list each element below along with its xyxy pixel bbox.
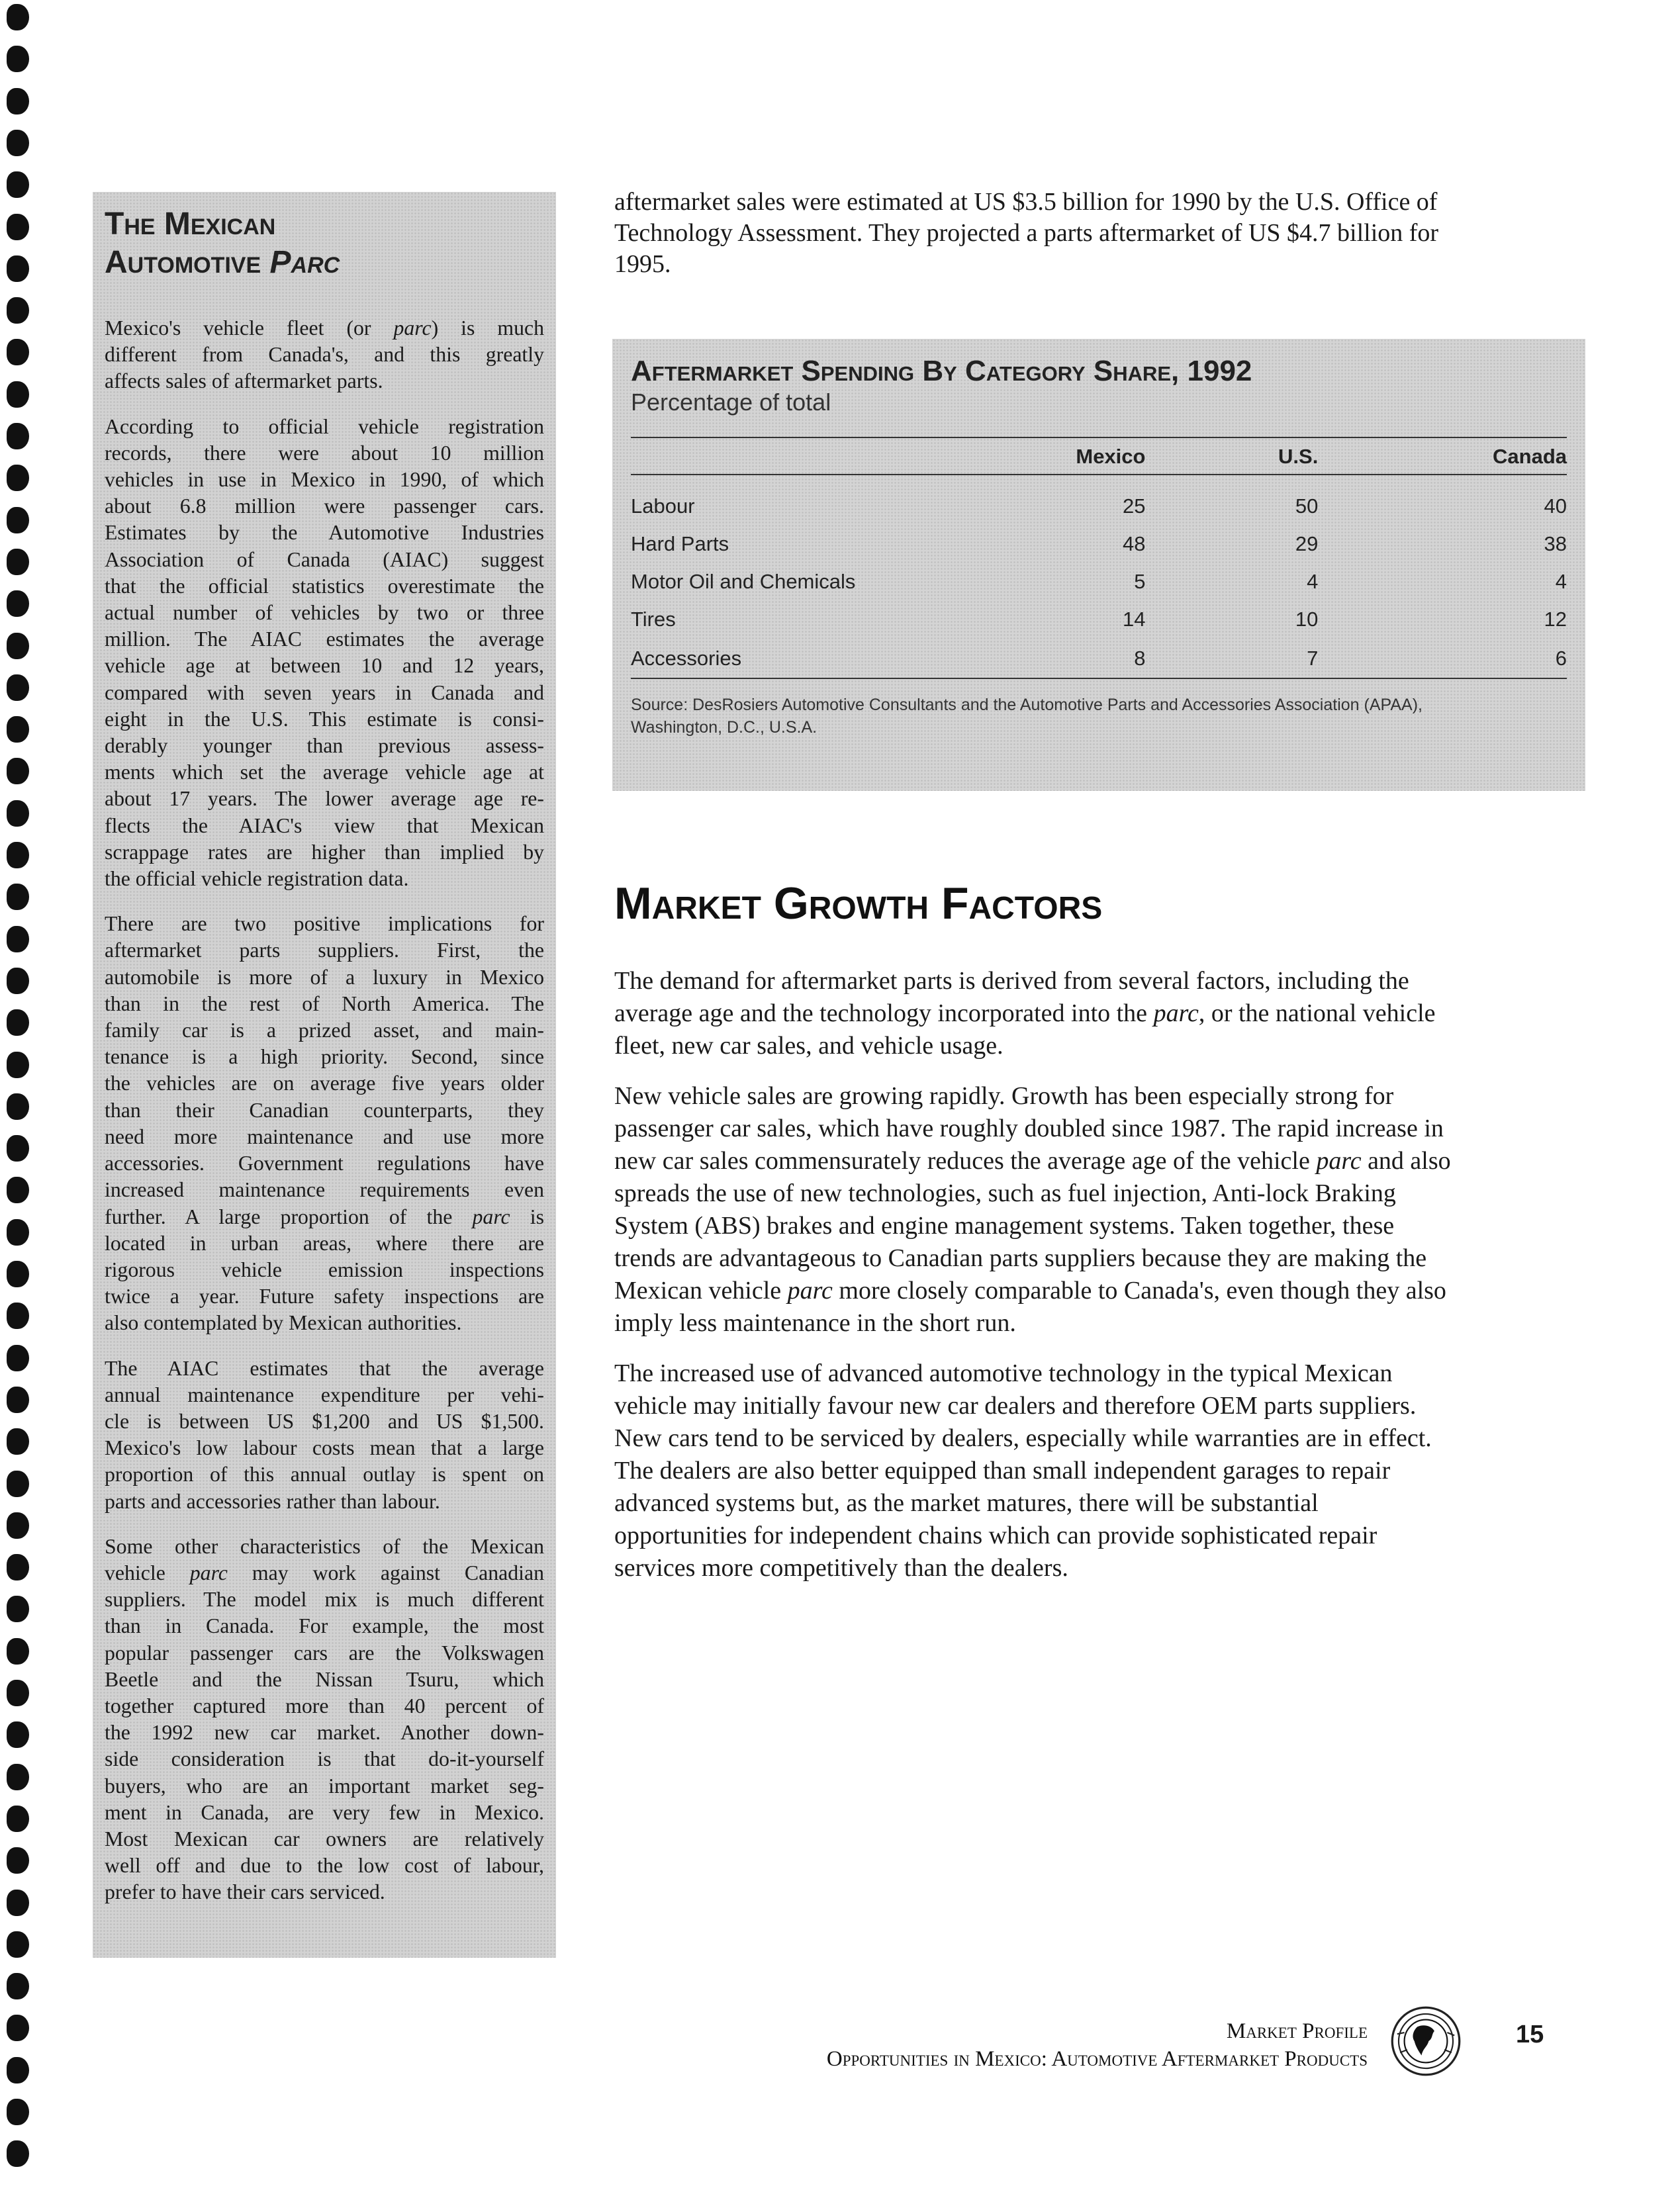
binding-hole bbox=[7, 1135, 29, 1162]
sidebar-line: than their Canadian counterparts, they bbox=[105, 1098, 544, 1122]
binding-hole bbox=[7, 1428, 29, 1455]
table-cell: 48 bbox=[1123, 532, 1146, 555]
section-line: New vehicle sales are growing rapidly. Growth has been especially strong for bbox=[614, 1082, 1394, 1110]
sidebar-title-line2 bbox=[105, 244, 544, 282]
sidebar-line: well off and due to the low cost of labour, bbox=[105, 1854, 544, 1878]
sidebar-line: aftermarket parts suppliers. First, the bbox=[105, 939, 544, 962]
section-line: fleet, new car sales, and vehicle usage. bbox=[614, 1032, 1003, 1060]
binding-hole bbox=[7, 1177, 29, 1203]
binding-hole bbox=[7, 255, 29, 282]
sidebar-line: accessories. Government regulations have bbox=[105, 1152, 544, 1175]
section-line: average age and the technology incorporated into the parc, or the national vehicle bbox=[614, 999, 1436, 1027]
sidebar-line: According to official vehicle registration bbox=[105, 414, 544, 438]
sidebar-line: affects sales of aftermarket parts. bbox=[105, 369, 383, 393]
section-line: imply less maintenance in the short run. bbox=[614, 1309, 1016, 1337]
section-line: vehicle may initially favour new car dealers and therefore OEM parts suppliers. bbox=[614, 1392, 1417, 1420]
table-header-canada: Canada bbox=[1318, 438, 1567, 475]
binding-hole bbox=[7, 1764, 29, 1790]
sidebar-line: derably younger than previous assess- bbox=[105, 734, 544, 758]
footer-line2: Opportunities in Mexico: Automotive Aftermarket Products bbox=[826, 2047, 1368, 2071]
spiral-binding bbox=[7, 0, 33, 2198]
binding-hole bbox=[7, 1471, 29, 1497]
binding-hole bbox=[7, 968, 29, 994]
section-heading: Market Growth Factors bbox=[614, 878, 1103, 929]
sidebar-line: automobile is more of a luxury in Mexico bbox=[105, 965, 544, 989]
table-header-mexico: Mexico bbox=[1073, 438, 1146, 475]
table-cell: 10 bbox=[1295, 608, 1319, 631]
sidebar-line: records, there were about 10 million bbox=[105, 441, 544, 465]
section-line: The demand for aftermarket parts is derived from several factors, including the bbox=[614, 967, 1409, 995]
table-row-label: Motor Oil and Chemicals bbox=[631, 570, 856, 593]
binding-hole bbox=[7, 1931, 29, 1958]
binding-hole bbox=[7, 590, 29, 617]
binding-hole bbox=[7, 381, 29, 408]
sidebar-line: the official vehicle registration data. bbox=[105, 867, 409, 891]
table-cell: 14 bbox=[1123, 608, 1146, 631]
section-paragraph bbox=[614, 1080, 1587, 1340]
binding-hole bbox=[7, 1345, 29, 1371]
sidebar-line: Association of Canada (AIAC) suggest bbox=[105, 547, 544, 571]
binding-hole bbox=[7, 842, 29, 868]
binding-hole bbox=[7, 1093, 29, 1120]
sidebar-line: family car is a prized asset, and main- bbox=[105, 1019, 544, 1042]
sidebar-line: than in Canada. For example, the most bbox=[105, 1614, 544, 1638]
sidebar-line: buyers, who are an important market seg- bbox=[105, 1774, 544, 1798]
intro-line: Technology Assessment. They projected a parts aftermarket of US $4.7 billion for bbox=[614, 219, 1439, 247]
sidebar-title-prefix: Automotive bbox=[105, 245, 270, 280]
table-subtitle: Percentage of total bbox=[631, 389, 831, 416]
table-header-blank bbox=[631, 438, 1073, 475]
section-line: Mexican vehicle parc more closely comparable to Canada's, even though they also bbox=[614, 1277, 1446, 1305]
binding-hole bbox=[7, 1721, 29, 1748]
sidebar-title bbox=[105, 205, 544, 282]
sidebar-line: There are two positive implications for bbox=[105, 912, 544, 936]
section-line: opportunities for independent chains which can provide sophisticated repair bbox=[614, 1522, 1377, 1549]
intro-paragraph bbox=[614, 187, 1587, 280]
sidebar-line: Estimates by the Automotive Industries bbox=[105, 521, 544, 545]
sidebar-line: popular passenger cars are the Volkswagen bbox=[105, 1641, 544, 1665]
section-line: New cars tend to be serviced by dealers, especially while warranties are in effect. bbox=[614, 1424, 1432, 1452]
sidebar-line: the vehicles are on average five years older bbox=[105, 1072, 544, 1095]
binding-hole bbox=[7, 2099, 29, 2125]
sidebar-line: than in the rest of North America. The bbox=[105, 991, 544, 1015]
sidebar-line: vehicles in use in Mexico in 1990, of which bbox=[105, 468, 544, 492]
table-cell: 5 bbox=[1134, 570, 1146, 593]
binding-hole bbox=[7, 297, 29, 324]
page-footer bbox=[827, 2017, 1368, 2073]
binding-hole bbox=[7, 1973, 29, 1999]
section-body bbox=[614, 965, 1587, 1602]
table-cell: 4 bbox=[1555, 570, 1567, 593]
sidebar-line: twice a year. Future safety inspections are bbox=[105, 1285, 544, 1308]
binding-hole bbox=[7, 1009, 29, 1036]
table-row bbox=[631, 563, 1567, 600]
table-row bbox=[631, 525, 1567, 563]
binding-hole bbox=[7, 507, 29, 533]
globe-seal-icon bbox=[1390, 2005, 1462, 2077]
table-cell: 29 bbox=[1295, 532, 1319, 555]
table-row-label: Accessories bbox=[631, 638, 1073, 678]
table-title: Aftermarket Spending By Category Share, 1992 bbox=[631, 355, 1252, 387]
binding-hole bbox=[7, 674, 29, 701]
binding-hole bbox=[7, 549, 29, 575]
sidebar-body bbox=[105, 315, 544, 1906]
sidebar-line: The AIAC estimates that the average bbox=[105, 1356, 544, 1380]
binding-hole bbox=[7, 1596, 29, 1622]
intro-line: aftermarket sales were estimated at US $3.5 billion for 1990 by the U.S. Office of bbox=[614, 188, 1438, 216]
table-row-label: Hard Parts bbox=[631, 532, 729, 555]
table-header-us: U.S. bbox=[1145, 438, 1318, 475]
table-cell: 4 bbox=[1307, 570, 1319, 593]
sidebar-line: million. The AIAC estimates the average bbox=[105, 627, 544, 651]
sidebar-line: the 1992 new car market. Another down- bbox=[105, 1721, 544, 1745]
binding-hole bbox=[7, 1261, 29, 1287]
table-row bbox=[631, 638, 1567, 678]
section-line: spreads the use of new technologies, such as fuel injection, Anti-lock Braking bbox=[614, 1179, 1396, 1207]
binding-hole bbox=[7, 130, 29, 156]
table-header-row bbox=[631, 438, 1567, 475]
binding-hole bbox=[7, 716, 29, 743]
section-paragraph bbox=[614, 1357, 1587, 1584]
sidebar-line: parts and accessories rather than labour. bbox=[105, 1489, 440, 1513]
binding-hole bbox=[7, 171, 29, 198]
sidebar-line: actual number of vehicles by two or three bbox=[105, 601, 544, 625]
sidebar-line: Some other characteristics of the Mexican bbox=[105, 1534, 544, 1558]
sidebar-line: ments which set the average vehicle age at bbox=[105, 760, 544, 784]
sidebar-line: compared with seven years in Canada and bbox=[105, 680, 544, 704]
sidebar-line: Most Mexican car owners are relatively bbox=[105, 1827, 544, 1851]
table-cell: 8 bbox=[1073, 638, 1146, 678]
table-cell: 6 bbox=[1318, 638, 1567, 678]
binding-hole bbox=[7, 1806, 29, 1832]
binding-hole bbox=[7, 2140, 29, 2167]
sidebar-line: ment in Canada, are very few in Mexico. bbox=[105, 1800, 544, 1824]
binding-hole bbox=[7, 4, 29, 30]
binding-hole bbox=[7, 339, 29, 365]
sidebar-line: prefer to have their cars serviced. bbox=[105, 1880, 385, 1904]
sidebar-line: vehicle age at between 10 and 12 years, bbox=[105, 654, 544, 678]
binding-hole bbox=[7, 1680, 29, 1706]
table-cell: 7 bbox=[1145, 638, 1318, 678]
sidebar-line: increased maintenance requirements even bbox=[105, 1178, 544, 1202]
binding-hole bbox=[7, 1303, 29, 1329]
table-source-line: Source: DesRosiers Automotive Consultants and the Automotive Parts and Accessories Association (APAA), bbox=[631, 696, 1423, 714]
sidebar-title-italic: Parc bbox=[269, 245, 340, 280]
binding-hole bbox=[7, 1387, 29, 1413]
sidebar-paragraph bbox=[105, 315, 544, 395]
table-row-label: Labour bbox=[631, 494, 695, 518]
table-cell: 25 bbox=[1123, 494, 1146, 518]
sidebar-title-line1: The Mexican bbox=[105, 206, 276, 242]
binding-hole bbox=[7, 633, 29, 659]
sidebar-line: vehicle parc may work against Canadian bbox=[105, 1561, 544, 1584]
binding-hole bbox=[7, 2015, 29, 2041]
binding-hole bbox=[7, 926, 29, 952]
sidebar-line: Mexico's low labour costs mean that a large bbox=[105, 1436, 544, 1460]
section-paragraph bbox=[614, 965, 1587, 1062]
page-number: 15 bbox=[1516, 2021, 1544, 2048]
section-line: The increased use of advanced automotive technology in the typical Mexican bbox=[614, 1359, 1393, 1387]
sidebar-line: also contemplated by Mexican authorities. bbox=[105, 1311, 462, 1335]
section-line: advanced systems but, as the market matures, there will be substantial bbox=[614, 1489, 1319, 1517]
section-line: The dealers are also better equipped than small independent garages to repair bbox=[614, 1457, 1391, 1485]
table-cell: 50 bbox=[1295, 494, 1319, 518]
sidebar-line: Beetle and the Nissan Tsuru, which bbox=[105, 1667, 544, 1691]
sidebar-line: about 6.8 million were passenger cars. bbox=[105, 494, 544, 518]
binding-hole bbox=[7, 88, 29, 114]
binding-hole bbox=[7, 1052, 29, 1078]
section-line: passenger car sales, which have roughly doubled since 1987. The rapid increase in bbox=[614, 1115, 1444, 1142]
table-cell: 38 bbox=[1544, 532, 1567, 555]
sidebar-line: eight in the U.S. This estimate is consi- bbox=[105, 707, 544, 731]
table-row bbox=[631, 600, 1567, 638]
binding-hole bbox=[7, 423, 29, 449]
sidebar-paragraph bbox=[105, 1355, 544, 1515]
binding-hole bbox=[7, 1638, 29, 1665]
sidebar-line: side consideration is that do-it-yourself bbox=[105, 1747, 544, 1771]
sidebar-line: suppliers. The model mix is much different bbox=[105, 1588, 544, 1612]
sidebar-line: tenance is a high priority. Second, since bbox=[105, 1045, 544, 1069]
binding-hole bbox=[7, 2057, 29, 2084]
binding-hole bbox=[7, 46, 29, 72]
sidebar-line: together captured more than 40 percent of bbox=[105, 1694, 544, 1717]
table-box bbox=[612, 339, 1585, 791]
table-source bbox=[631, 694, 1567, 739]
section-line: new car sales commensurately reduces the average age of the vehicle parc and also bbox=[614, 1147, 1451, 1175]
sidebar-box bbox=[93, 192, 556, 1958]
sidebar-line: proportion of this annual outlay is spent on bbox=[105, 1463, 544, 1487]
sidebar-line: located in urban areas, where there are bbox=[105, 1231, 544, 1255]
sidebar-paragraph bbox=[105, 911, 544, 1336]
binding-hole bbox=[7, 1847, 29, 1874]
binding-hole bbox=[7, 1219, 29, 1246]
sidebar-line: Mexico's vehicle fleet (or parc) is much bbox=[105, 316, 544, 340]
sidebar-line: need more maintenance and use more bbox=[105, 1124, 544, 1148]
sidebar-line: rigorous vehicle emission inspections bbox=[105, 1258, 544, 1281]
binding-hole bbox=[7, 214, 29, 240]
table-cell: 12 bbox=[1544, 608, 1567, 631]
sidebar-line: annual maintenance expenditure per vehi- bbox=[105, 1383, 544, 1406]
intro-line: 1995. bbox=[614, 250, 671, 278]
sidebar-line: flects the AIAC's view that Mexican bbox=[105, 813, 544, 837]
binding-hole bbox=[7, 1512, 29, 1539]
binding-hole bbox=[7, 800, 29, 827]
footer-line1: Market Profile bbox=[1226, 2019, 1368, 2043]
binding-hole bbox=[7, 1890, 29, 1916]
binding-hole bbox=[7, 465, 29, 491]
table-cell: 40 bbox=[1544, 494, 1567, 518]
sidebar-line: about 17 years. The lower average age re- bbox=[105, 787, 544, 811]
sidebar-paragraph bbox=[105, 414, 544, 893]
sidebar-line: further. A large proportion of the parc is bbox=[105, 1205, 544, 1228]
table-row bbox=[631, 475, 1567, 525]
table-source-line: Washington, D.C., U.S.A. bbox=[631, 718, 817, 737]
table-row-label: Tires bbox=[631, 608, 676, 631]
binding-hole bbox=[7, 758, 29, 784]
sidebar-paragraph bbox=[105, 1534, 544, 1906]
sidebar-line: that the official statistics overestimate the bbox=[105, 574, 544, 598]
section-line: services more competitively than the dealers. bbox=[614, 1554, 1068, 1582]
spending-table bbox=[631, 438, 1567, 679]
sidebar-line: cle is between US $1,200 and US $1,500. bbox=[105, 1409, 544, 1433]
binding-hole bbox=[7, 884, 29, 910]
section-line: System (ABS) brakes and engine management systems. Taken together, these bbox=[614, 1212, 1395, 1240]
sidebar-line: different from Canada's, and this greatly bbox=[105, 343, 544, 367]
binding-hole bbox=[7, 1554, 29, 1580]
sidebar-line: scrappage rates are higher than implied by bbox=[105, 840, 544, 864]
section-line: trends are advantageous to Canadian parts suppliers because they are making the bbox=[614, 1244, 1427, 1272]
